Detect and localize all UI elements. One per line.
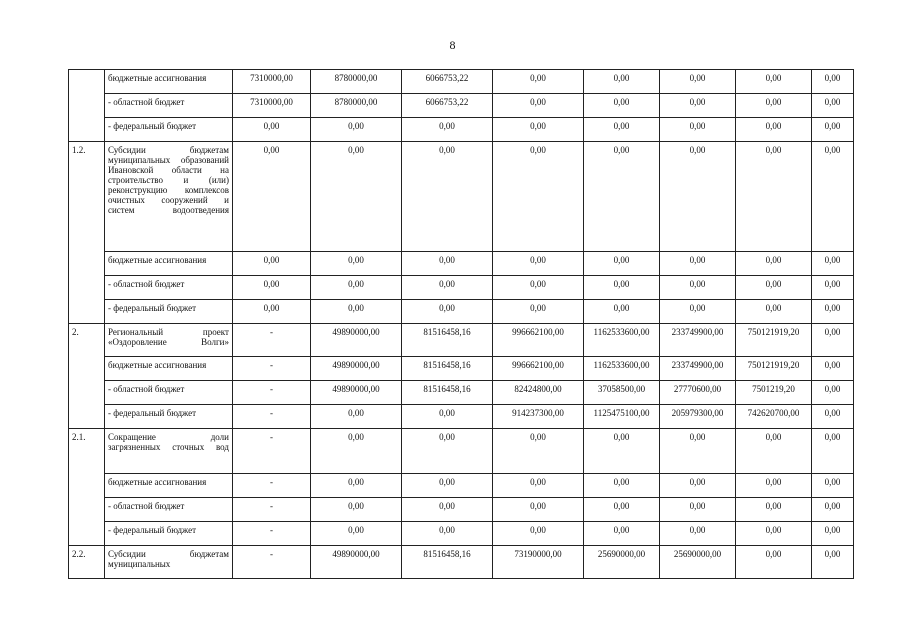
value-cell: 82424800,00 [493,381,584,405]
value-cell: 0,00 [584,300,660,324]
value-cell: - [233,546,311,579]
value-cell: 0,00 [493,252,584,276]
value-cell: 7310000,00 [233,70,311,94]
value-cell: 0,00 [660,300,736,324]
value-cell: 0,00 [736,70,812,94]
value-cell: 0,00 [402,429,493,474]
value-cell: 0,00 [812,94,854,118]
row-name-cell: бюджетные ассигнования [105,252,233,276]
value-cell: 0,00 [493,142,584,252]
value-cell: 7501219,20 [736,381,812,405]
table-row [69,498,854,522]
row-name-cell: - областной бюджет [105,94,233,118]
value-cell: 0,00 [812,276,854,300]
value-cell: 6066753,22 [402,70,493,94]
value-cell: 0,00 [736,498,812,522]
value-cell: 0,00 [660,276,736,300]
value-cell: 0,00 [736,522,812,546]
table-row [69,252,854,276]
row-name-cell: - областной бюджет [105,498,233,522]
row-name-cell: бюджетные ассигнования [105,70,233,94]
budget-table [68,69,854,579]
value-cell: 37058500,00 [584,381,660,405]
value-cell: 0,00 [736,118,812,142]
value-cell: 0,00 [311,142,402,252]
value-cell: 233749900,00 [660,324,736,357]
value-cell: 0,00 [584,498,660,522]
value-cell: 0,00 [493,70,584,94]
row-name-cell: бюджетные ассигнования [105,474,233,498]
budget-table-body [69,70,854,579]
table-row [69,381,854,405]
value-cell: 0,00 [812,474,854,498]
value-cell: 49890000,00 [311,546,402,579]
value-cell: 0,00 [660,474,736,498]
value-cell: 0,00 [660,429,736,474]
value-cell: 0,00 [812,70,854,94]
row-index-cell: 2. [69,324,105,429]
value-cell: 7310000,00 [233,94,311,118]
value-cell: 0,00 [736,474,812,498]
value-cell: 0,00 [311,300,402,324]
value-cell: - [233,381,311,405]
value-cell: 49890000,00 [311,324,402,357]
table-row [69,324,854,357]
value-cell: 81516458,16 [402,357,493,381]
value-cell: 996662100,00 [493,324,584,357]
value-cell: 0,00 [493,429,584,474]
value-cell: 25690000,00 [660,546,736,579]
value-cell: 0,00 [736,252,812,276]
value-cell: 1125475100,00 [584,405,660,429]
row-name-cell: - областной бюджет [105,276,233,300]
value-cell: 0,00 [812,429,854,474]
value-cell: - [233,405,311,429]
row-name-cell: - областной бюджет [105,381,233,405]
value-cell: 0,00 [584,429,660,474]
table-row [69,429,854,474]
value-cell: 81516458,16 [402,546,493,579]
value-cell: 0,00 [402,522,493,546]
value-cell: 0,00 [736,429,812,474]
value-cell: 0,00 [233,300,311,324]
value-cell: 49890000,00 [311,357,402,381]
value-cell: 1162533600,00 [584,357,660,381]
value-cell: 0,00 [402,498,493,522]
row-name-cell: Региональный проект «Оздоровление Волги» [105,324,233,357]
value-cell: 0,00 [311,405,402,429]
value-cell: 0,00 [736,142,812,252]
table-row [69,357,854,381]
page-number: 8 [449,38,456,52]
value-cell: 996662100,00 [493,357,584,381]
value-cell: 914237300,00 [493,405,584,429]
value-cell: - [233,324,311,357]
value-cell: 750121919,20 [736,324,812,357]
table-row [69,300,854,324]
value-cell: - [233,474,311,498]
value-cell: 0,00 [493,118,584,142]
row-name-cell: Субсидии бюджетам муниципальных [105,546,233,579]
value-cell: 0,00 [402,300,493,324]
value-cell: 0,00 [402,252,493,276]
table-row [69,118,854,142]
value-cell: 0,00 [311,474,402,498]
value-cell: 750121919,20 [736,357,812,381]
value-cell: 73190000,00 [493,546,584,579]
value-cell: 6066753,22 [402,94,493,118]
value-cell: 25690000,00 [584,546,660,579]
row-index-cell [69,70,105,142]
value-cell: 0,00 [493,498,584,522]
row-name-cell: - федеральный бюджет [105,522,233,546]
value-cell: 0,00 [493,522,584,546]
row-name-cell: Субсидии бюджетам муниципальных образований Ивановской области на строительство и (или) реконструкцию комплексов очистных сооружений и систем водоотведения [105,142,233,252]
row-index-cell: 2.1. [69,429,105,546]
row-name-cell: Сокращение доли загрязненных сточных вод [105,429,233,474]
value-cell: 0,00 [736,94,812,118]
row-name-cell: бюджетные ассигнования [105,357,233,381]
value-cell: 0,00 [812,381,854,405]
value-cell: 0,00 [402,276,493,300]
value-cell: 0,00 [584,70,660,94]
value-cell: 0,00 [660,94,736,118]
value-cell: 0,00 [584,474,660,498]
table-row [69,474,854,498]
value-cell: 0,00 [812,300,854,324]
value-cell: 0,00 [584,522,660,546]
value-cell: 0,00 [311,276,402,300]
value-cell: - [233,522,311,546]
table-row [69,522,854,546]
table-row [69,94,854,118]
value-cell: 0,00 [660,70,736,94]
value-cell: 0,00 [584,276,660,300]
value-cell: 81516458,16 [402,324,493,357]
row-name-cell: - федеральный бюджет [105,405,233,429]
value-cell: 0,00 [812,498,854,522]
value-cell: 8780000,00 [311,94,402,118]
value-cell: 1162533600,00 [584,324,660,357]
value-cell: 0,00 [812,405,854,429]
value-cell: 0,00 [311,522,402,546]
value-cell: 205979300,00 [660,405,736,429]
value-cell: 0,00 [402,474,493,498]
table-row [69,405,854,429]
value-cell: 742620700,00 [736,405,812,429]
value-cell: 0,00 [736,300,812,324]
value-cell: 0,00 [233,118,311,142]
value-cell: 0,00 [493,276,584,300]
value-cell: - [233,357,311,381]
value-cell: 81516458,16 [402,381,493,405]
value-cell: 233749900,00 [660,357,736,381]
value-cell: 0,00 [493,474,584,498]
table-row [69,142,854,252]
value-cell: 0,00 [812,324,854,357]
row-name-cell: - федеральный бюджет [105,300,233,324]
value-cell: 0,00 [812,522,854,546]
value-cell: - [233,498,311,522]
value-cell: 0,00 [584,94,660,118]
table-row [69,70,854,94]
value-cell: 0,00 [311,498,402,522]
row-index-cell: 1.2. [69,142,105,324]
value-cell: 0,00 [402,118,493,142]
value-cell: 0,00 [660,142,736,252]
value-cell: 0,00 [812,252,854,276]
value-cell: 0,00 [660,118,736,142]
value-cell: 0,00 [493,300,584,324]
value-cell: 0,00 [493,94,584,118]
value-cell: 27770600,00 [660,381,736,405]
value-cell: 0,00 [660,522,736,546]
value-cell: 0,00 [736,546,812,579]
value-cell: 0,00 [736,276,812,300]
value-cell: 0,00 [812,142,854,252]
value-cell: 0,00 [311,118,402,142]
value-cell: 8780000,00 [311,70,402,94]
table-row [69,546,854,579]
value-cell: 49890000,00 [311,381,402,405]
value-cell: 0,00 [402,405,493,429]
value-cell: 0,00 [660,252,736,276]
value-cell: 0,00 [660,498,736,522]
row-index-cell: 2.2. [69,546,105,579]
value-cell: 0,00 [812,546,854,579]
row-name-cell: - федеральный бюджет [105,118,233,142]
table-row [69,276,854,300]
value-cell: 0,00 [402,142,493,252]
value-cell: 0,00 [584,118,660,142]
value-cell: - [233,429,311,474]
value-cell: 0,00 [812,357,854,381]
value-cell: 0,00 [233,276,311,300]
value-cell: 0,00 [311,252,402,276]
value-cell: 0,00 [812,118,854,142]
value-cell: 0,00 [311,429,402,474]
value-cell: 0,00 [584,252,660,276]
value-cell: 0,00 [584,142,660,252]
value-cell: 0,00 [233,252,311,276]
value-cell: 0,00 [233,142,311,252]
